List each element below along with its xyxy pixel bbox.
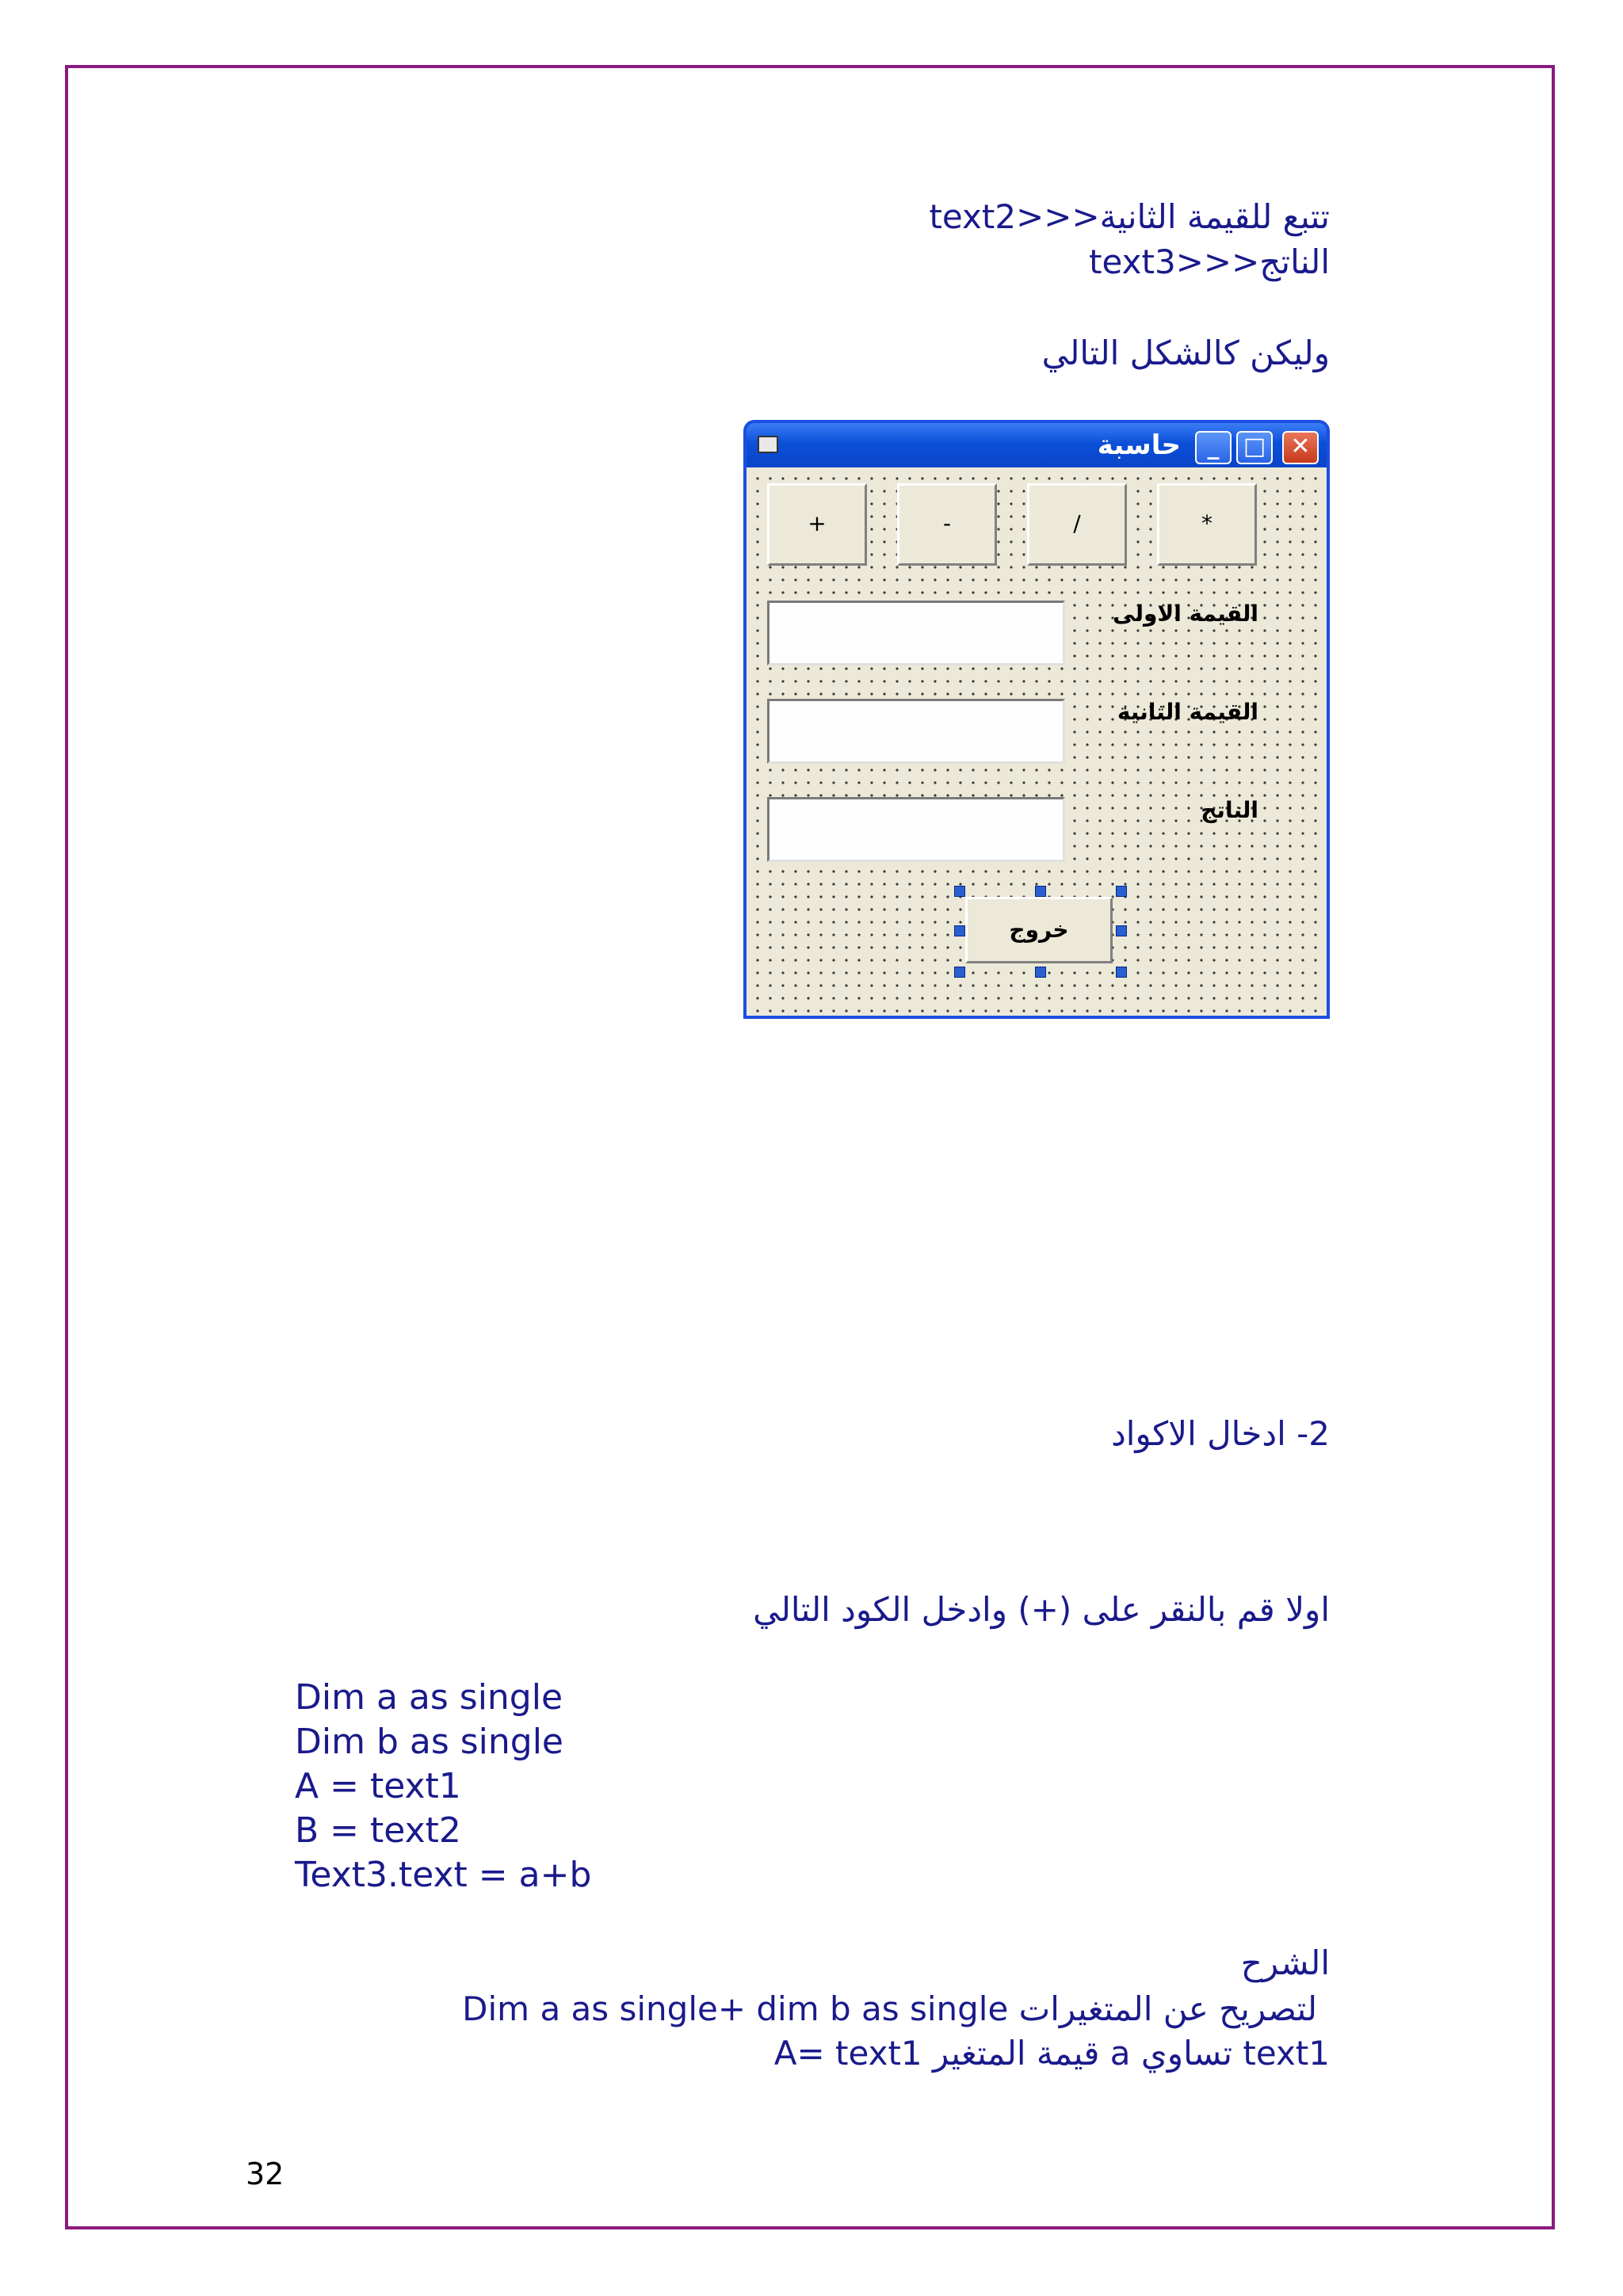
intro-line-text3: الناتج<<<text3 <box>1089 242 1330 281</box>
code-line: Dim b as single <box>295 1722 564 1762</box>
selection-handle[interactable] <box>1116 886 1127 897</box>
second-value-input[interactable] <box>767 699 1065 764</box>
explanation-heading: الشرح <box>1240 1943 1330 1982</box>
vb-form-window <box>743 420 1330 1019</box>
code-line: A = text1 <box>295 1766 461 1806</box>
selection-handle[interactable] <box>1116 925 1127 936</box>
vb-form-title: حاسبة <box>1097 429 1181 461</box>
explanation-line1: Dim a as single+ dim b as single لتصريح عن المتغيرات <box>462 1989 1317 2028</box>
selection-handle[interactable] <box>954 886 965 897</box>
minimize-button[interactable]: _ <box>1195 431 1232 464</box>
section2-instruction: اولا قم بالنقر على (+) وادخل الكود التالي <box>753 1590 1330 1629</box>
selection-handle[interactable] <box>1035 886 1046 897</box>
vb-titlebar <box>747 423 1327 467</box>
selection-handle[interactable] <box>1116 967 1127 978</box>
minus-button[interactable]: - <box>897 483 997 566</box>
vb-form-client <box>747 467 1327 1016</box>
maximize-button[interactable]: □ <box>1236 431 1273 464</box>
code-line: Dim a as single <box>295 1677 563 1718</box>
divide-button[interactable]: / <box>1027 483 1127 566</box>
code-line: B = text2 <box>295 1810 461 1851</box>
second-value-label: القيمة الثانية <box>1117 699 1258 725</box>
result-input[interactable] <box>767 797 1065 862</box>
selection-handle[interactable] <box>954 925 965 936</box>
page-border <box>65 65 1555 2229</box>
selection-handle[interactable] <box>954 967 965 978</box>
intro-line-shape: وليكن كالشكل التالي <box>1041 334 1330 372</box>
plus-button[interactable]: + <box>767 483 867 566</box>
first-value-label: القيمة الاولى <box>1113 601 1258 627</box>
intro-line-text2: تتبع للقيمة الثانية<<<text2 <box>929 197 1330 236</box>
code-block <box>295 1676 591 1897</box>
multiply-button[interactable]: * <box>1157 483 1257 566</box>
exit-button[interactable]: خروج <box>965 897 1113 963</box>
form-icon <box>758 436 778 453</box>
explanation-line2: A= text1 قيمة المتغير a تساوي text1 <box>773 2034 1330 2073</box>
section2-heading: 2- ادخال الاكواد <box>1111 1414 1330 1453</box>
first-value-input[interactable] <box>767 601 1065 666</box>
page-number: 32 <box>246 2157 285 2191</box>
code-line: Text3.text = a+b <box>295 1855 592 1895</box>
close-button[interactable]: ✕ <box>1282 431 1319 464</box>
selection-handle[interactable] <box>1035 967 1046 978</box>
result-label: الناتج <box>1201 797 1258 823</box>
